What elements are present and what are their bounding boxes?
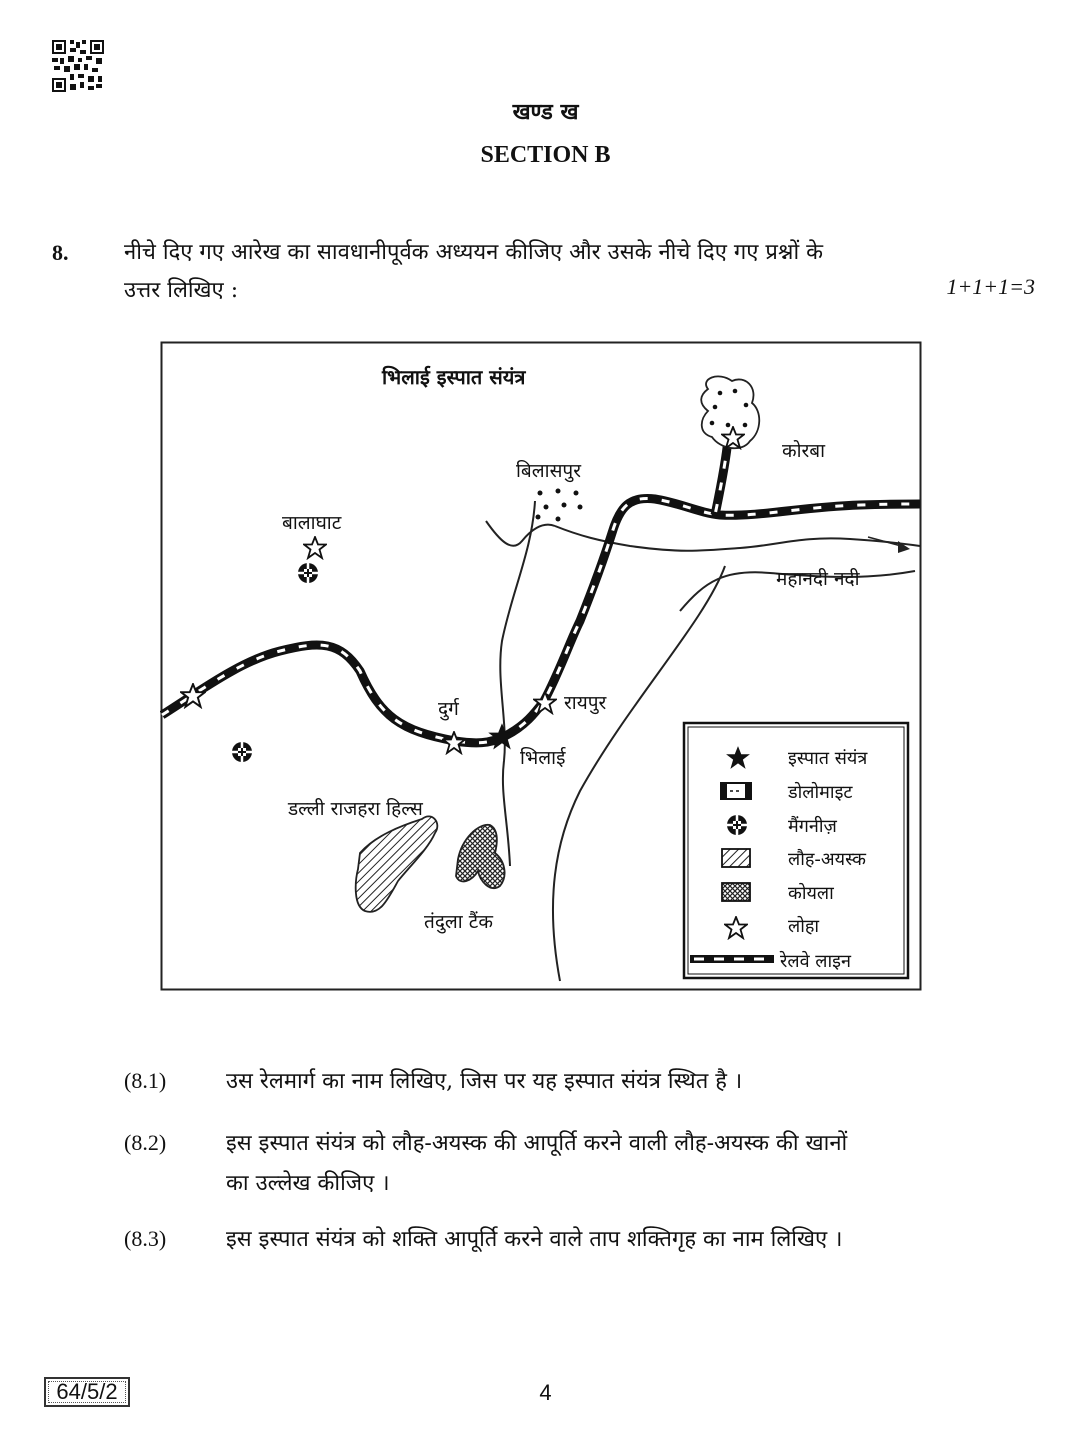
legend-label-steel-plant: इस्पात संयंत्र xyxy=(788,748,868,769)
question-text-line2: उत्तर लिखिए : xyxy=(124,278,239,303)
label-dalli-rajhara: डल्ली राजहरा हिल्स xyxy=(288,798,423,820)
subquestion-line: उस रेलमार्ग का नाम लिखिए, जिस पर यह इस्पात संयंत्र स्थित है । xyxy=(226,1069,743,1094)
page-number: 4 xyxy=(539,1380,552,1405)
legend-label-iron: लोहा xyxy=(788,916,820,937)
legend-manganese-icon xyxy=(727,815,747,835)
bhilai-map xyxy=(160,341,922,991)
map-title: भिलाई इस्पात संयंत्र xyxy=(382,365,526,389)
paper-code: 64/5/2 xyxy=(44,1377,130,1407)
legend-coal-icon xyxy=(722,883,750,901)
label-raipur: रायपुर xyxy=(564,692,607,714)
subquestion-text xyxy=(226,1220,1006,1260)
legend-dolomite-icon xyxy=(721,783,751,799)
map-legend xyxy=(684,723,908,978)
legend-label-dolomite: डोलोमाइट xyxy=(788,782,853,803)
subquestion-number: (8.3) xyxy=(124,1226,167,1251)
subquestion-line: का उल्लेख कीजिए । xyxy=(226,1171,390,1196)
label-mahanadi: महानदी नदी xyxy=(776,568,860,590)
question-number: 8. xyxy=(52,240,69,265)
label-bilaspur: बिलासपुर xyxy=(516,460,581,482)
question-text-line1: नीचे दिए गए आरेख का सावधानीपूर्वक अध्ययन कीजिए और उसके नीचे दिए गए प्रश्नों के xyxy=(124,240,824,265)
label-balaghat: बालाघाट xyxy=(282,512,342,534)
subquestion-line: इस इस्पात संयंत्र को लौह-अयस्क की आपूर्ति करने वाली लौह-अयस्क की खानों xyxy=(226,1131,848,1156)
legend-label-iron-ore: लौह-अयस्क xyxy=(788,849,866,870)
subquestion-text xyxy=(226,1062,1006,1102)
legend-label-manganese: मैंगनीज़ xyxy=(788,816,837,837)
section-title-hindi: खण्ड ख xyxy=(512,99,579,125)
legend-label-coal: कोयला xyxy=(788,883,834,904)
qr-code-icon xyxy=(52,40,104,92)
west-manganese-icon xyxy=(232,742,252,762)
subquestion-line: इस इस्पात संयंत्र को शक्ति आपूर्ति करने वाले ताप शक्तिगृह का नाम लिखिए । xyxy=(226,1227,843,1252)
label-durg: दुर्ग xyxy=(438,698,459,720)
label-bhilai: भिलाई xyxy=(520,747,566,769)
label-korba: कोरबा xyxy=(782,440,826,462)
subquestion-number: (8.1) xyxy=(124,1068,167,1093)
legend-label-railway: रेलवे लाइन xyxy=(780,951,851,972)
legend-railway-icon xyxy=(690,955,774,963)
section-title-english: SECTION B xyxy=(480,142,611,168)
question-marks: 1+1+1=3 xyxy=(946,274,1035,299)
subquestion-number: (8.2) xyxy=(124,1130,167,1155)
legend-iron-ore-icon xyxy=(722,849,750,867)
balaghat-manganese-icon xyxy=(298,563,318,583)
subquestion-text xyxy=(226,1124,1006,1204)
label-tandula: तंदुला टैंक xyxy=(424,911,493,933)
